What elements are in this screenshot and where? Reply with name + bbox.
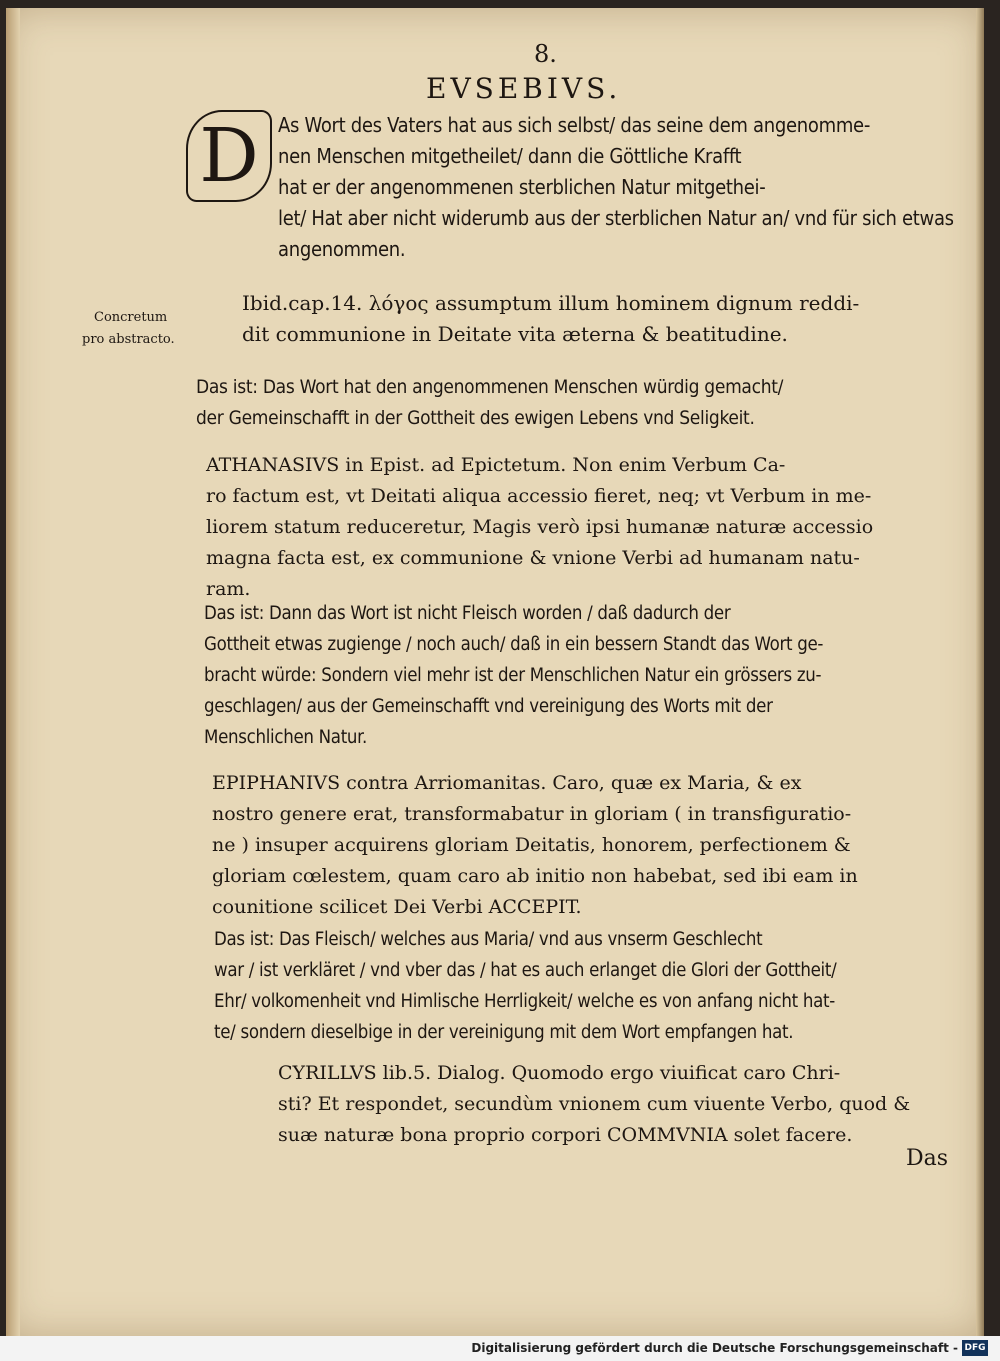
paragraph-2: Ibid.cap.14. λόγος assumptum illum hominem dignum reddi- dit communione in Deitate vita æterna & beatitudine. bbox=[242, 291, 860, 346]
catchword: Das bbox=[906, 1146, 949, 1171]
decorated-initial: D bbox=[186, 110, 272, 202]
paragraph-4: ATHANASIVS in Epist. ad Epictetum. Non enim Verbum Ca- ro factum est, vt Deitati aliqua accessio fieret, neq; vt Verbum in me- liorem statum reduceretur, Magis verò ipsi humanæ naturæ accessio magna facta est, ex communione & vnione Verbi ad humanam natu- ram. bbox=[206, 454, 874, 600]
book-page bbox=[6, 8, 984, 1336]
paragraph-8: CYRILLVS lib.5. Dialog. Quomodo ergo viuificat caro Chri- sti? Et respondet, secundùm vnionem cum viuente Verbo, quod & suæ naturæ bona proprio corpori COMMVNIA solet facere. bbox=[278, 1062, 911, 1146]
paragraph-1: As Wort des Vaters hat aus sich selbst/ das seine dem angenomme- nen Menschen mitgetheilet/ dann die Göttliche Krafft hat er der angenommenen sterblichen Natur mitgethei- let/ Hat aber nicht widerumb aus der sterblichen Natur an/ vnd für sich etwas angenommen. bbox=[278, 113, 954, 261]
running-head: EVSEBIVS. bbox=[426, 72, 622, 105]
page-left-edge bbox=[6, 8, 20, 1336]
paragraph-6: EPIPHANIVS contra Arriomanitas. Caro, quæ ex Maria, & ex nostro genere erat, transformabatur in gloriam ( in transfiguratio- ne ) insuper acquirens gloriam Deitatis, honorem, perfectionem & gloriam cœlestem, quam caro ab initio non habebat, sed ibi eam in counitione scilicet Dei Verbi ACCEPIT. bbox=[212, 772, 858, 918]
dfg-logo: DFG bbox=[962, 1340, 988, 1356]
paragraph-3: Das ist: Das Wort hat den angenommenen Menschen würdig gemacht/ der Gemeinschafft in der Gottheit des ewigen Lebens vnd Seligkeit. bbox=[196, 376, 784, 429]
page-right-edge bbox=[976, 8, 984, 1336]
margin-note-line-2: pro abstracto. bbox=[82, 332, 175, 347]
margin-note-line-1: Concretum bbox=[94, 310, 168, 325]
paragraph-5: Das ist: Dann das Wort ist nicht Fleisch worden / daß dadurch der Gottheit etwas zugienge / noch auch/ daß in ein bessern Standt das Wort ge- bracht würde: Sondern viel mehr ist der Menschlichen Natur ein grössers zu- geschlagen/ aus der Gemeinschafft vnd vereinigung des Worts mit der Menschlichen Natur. bbox=[204, 603, 824, 748]
page-number: 8. bbox=[534, 40, 557, 68]
digitization-footer: Digitalisierung gefördert durch die Deutsche Forschungsgemeinschaft - bbox=[471, 1341, 958, 1355]
paragraph-7: Das ist: Das Fleisch/ welches aus Maria/ vnd aus vnserm Geschlecht war / ist verkläret / vnd vber das / hat es auch erlanget die Glori der Gottheit/ Ehr/ volkomenheit vnd Himlische Herrligkeit/ welche es von anfang nicht hat- te/ sondern dieselbige in der vereinigung mit dem Wort empfangen hat. bbox=[214, 929, 837, 1043]
